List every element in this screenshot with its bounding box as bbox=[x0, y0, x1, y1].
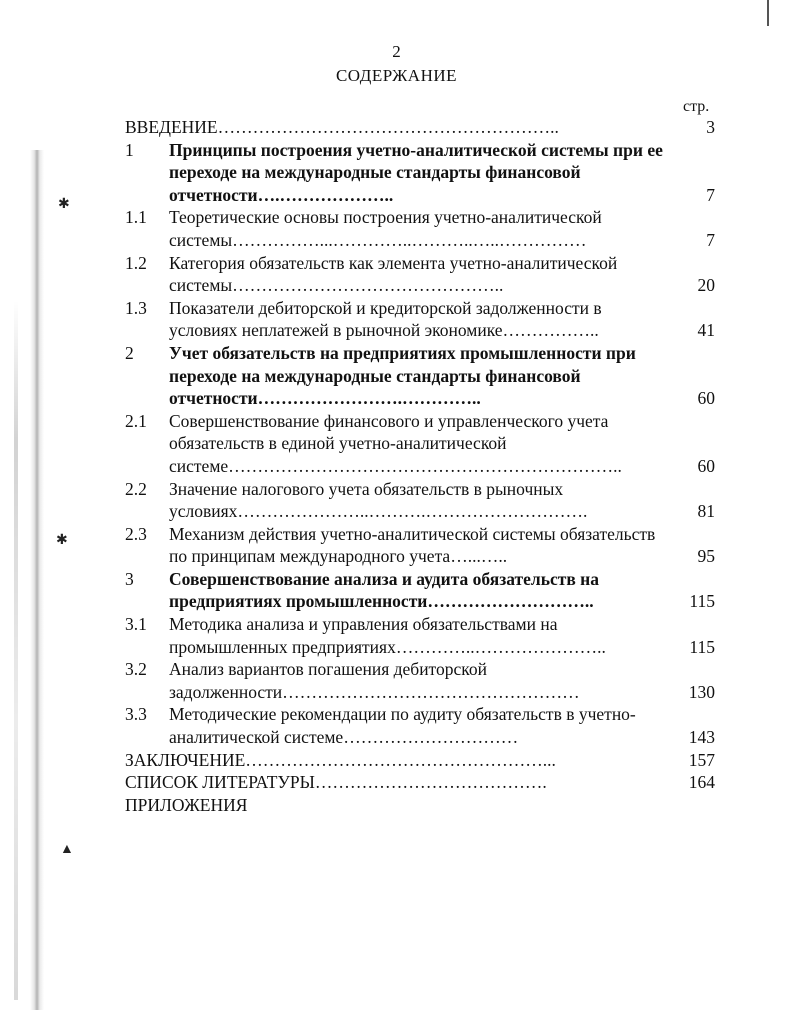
toc-entry-title: ЗАКЛЮЧЕНИЕ……………………………………………... bbox=[125, 749, 556, 770]
toc-entry-title: Совершенствование финансового и управленческого учета обязательств в единой учетно-аналитической системе………………………………………………………….. bbox=[169, 410, 622, 476]
toc-entry-number: 1.1 bbox=[125, 207, 147, 228]
toc-entry-page: 157 bbox=[688, 749, 715, 770]
toc-entry-title: Анализ вариантов погашения дебиторской задолженности…………………………………………… bbox=[169, 659, 580, 702]
toc-entry-page: 95 bbox=[697, 546, 715, 567]
toc-entry-number: 1.3 bbox=[125, 297, 147, 318]
toc-entry-page: 130 bbox=[688, 681, 715, 702]
toc-entry bbox=[125, 568, 715, 613]
toc-entry-title: ВВЕДЕНИЕ………………………………………………….. bbox=[125, 117, 559, 137]
toc-entry bbox=[125, 613, 715, 658]
toc-entry bbox=[125, 794, 715, 817]
toc-entry-number: 3.2 bbox=[125, 659, 147, 680]
toc-entry bbox=[125, 252, 715, 297]
toc-entry bbox=[125, 749, 715, 772]
toc-entry-page: 20 bbox=[697, 275, 715, 296]
toc-entry-title: Методические рекомендации по аудиту обязательств в учетно-аналитической системе………………………… bbox=[169, 704, 636, 748]
toc-entry-title: Категория обязательств как элемента учетно-аналитической системы……………………………………….. bbox=[169, 252, 618, 296]
toc-entry-page: 7 bbox=[706, 229, 715, 250]
toc-entry-number: 2.2 bbox=[125, 478, 147, 499]
toc-entry bbox=[125, 139, 715, 207]
toc-entry bbox=[125, 410, 715, 478]
toc-title: СОДЕРЖАНИЕ bbox=[335, 66, 458, 85]
toc-entry-page: 60 bbox=[697, 388, 715, 409]
scan-speck-mark: ▲ bbox=[60, 842, 74, 857]
toc-entry-title: Значение налогового учета обязательств в рыночных условиях…………………..……….………………………. bbox=[169, 478, 588, 522]
toc-entry-number: 1.2 bbox=[125, 252, 147, 273]
toc-entry bbox=[125, 658, 715, 703]
toc-entry-page: 41 bbox=[697, 320, 715, 341]
toc-entry-number: 2.1 bbox=[125, 410, 147, 431]
toc-entry bbox=[125, 771, 715, 794]
toc-entry-number: 3.1 bbox=[125, 614, 147, 635]
toc-entry bbox=[125, 478, 715, 523]
toc-entry-number: 1 bbox=[125, 139, 134, 160]
toc-entry bbox=[125, 116, 715, 139]
toc-entry-number: 3 bbox=[125, 568, 134, 589]
scan-edge-shadow bbox=[30, 150, 44, 1010]
toc-entry-title: Механизм действия учетно-аналитической системы обязательств по принципам международного учета…...….. bbox=[169, 523, 656, 567]
scan-mark-top bbox=[767, 0, 769, 26]
toc-entry-number: 2.3 bbox=[125, 523, 147, 544]
toc-entry-number: 2 bbox=[125, 342, 134, 363]
toc-entry-title: Теоретические основы построения учетно-аналитической системы……………...…………..………..…..…………… bbox=[169, 207, 602, 250]
toc-entry bbox=[125, 523, 715, 568]
toc-entry-page: 60 bbox=[697, 455, 715, 476]
toc-entry-title: Совершенствование анализа и аудита обязательств на предприятиях промышленности……………………….. bbox=[169, 568, 599, 612]
toc-entry-number: 3.3 bbox=[125, 704, 147, 725]
toc-entry-page: 115 bbox=[689, 636, 715, 657]
table-of-contents bbox=[125, 116, 715, 816]
toc-entry-page: 143 bbox=[688, 727, 715, 748]
toc-entry-title: Принципы построения учетно-аналитической системы при ее переходе на международные стандарты финансовой отчетности….……………….. bbox=[169, 139, 663, 205]
toc-entry bbox=[125, 342, 715, 410]
page-column-label: стр. bbox=[683, 98, 710, 115]
toc-entry-title: Методика анализа и управления обязательствами на промышленных предприятиях…………..………………….. bbox=[169, 614, 606, 657]
toc-entry-title: СПИСОК ЛИТЕРАТУРЫ…………………………………. bbox=[125, 772, 547, 793]
toc-entry-title: Учет обязательств на предприятиях промышленности при переходе на международные стандарты финансовой отчетности…………………….………….. bbox=[169, 342, 636, 409]
toc-entry-page: 3 bbox=[706, 117, 715, 137]
toc-entry-page: 115 bbox=[689, 591, 715, 612]
scan-speck-mark: ✱ bbox=[58, 197, 70, 212]
toc-entry-page: 81 bbox=[697, 501, 715, 522]
toc-entry bbox=[125, 703, 715, 748]
scan-speck-mark: ✱ bbox=[56, 533, 68, 548]
toc-entry-page: 164 bbox=[688, 772, 715, 793]
toc-entry-title: ПРИЛОЖЕНИЯ bbox=[125, 794, 248, 815]
toc-entry-page: 7 bbox=[706, 184, 715, 205]
page-number: 2 bbox=[392, 42, 401, 61]
toc-entry-title: Показатели дебиторской и кредиторской задолженности в условиях неплатежей в рыночной экономике…………….. bbox=[169, 297, 602, 341]
scan-edge-line bbox=[14, 300, 18, 1000]
toc-entry bbox=[125, 297, 715, 342]
toc-entry bbox=[125, 206, 715, 251]
